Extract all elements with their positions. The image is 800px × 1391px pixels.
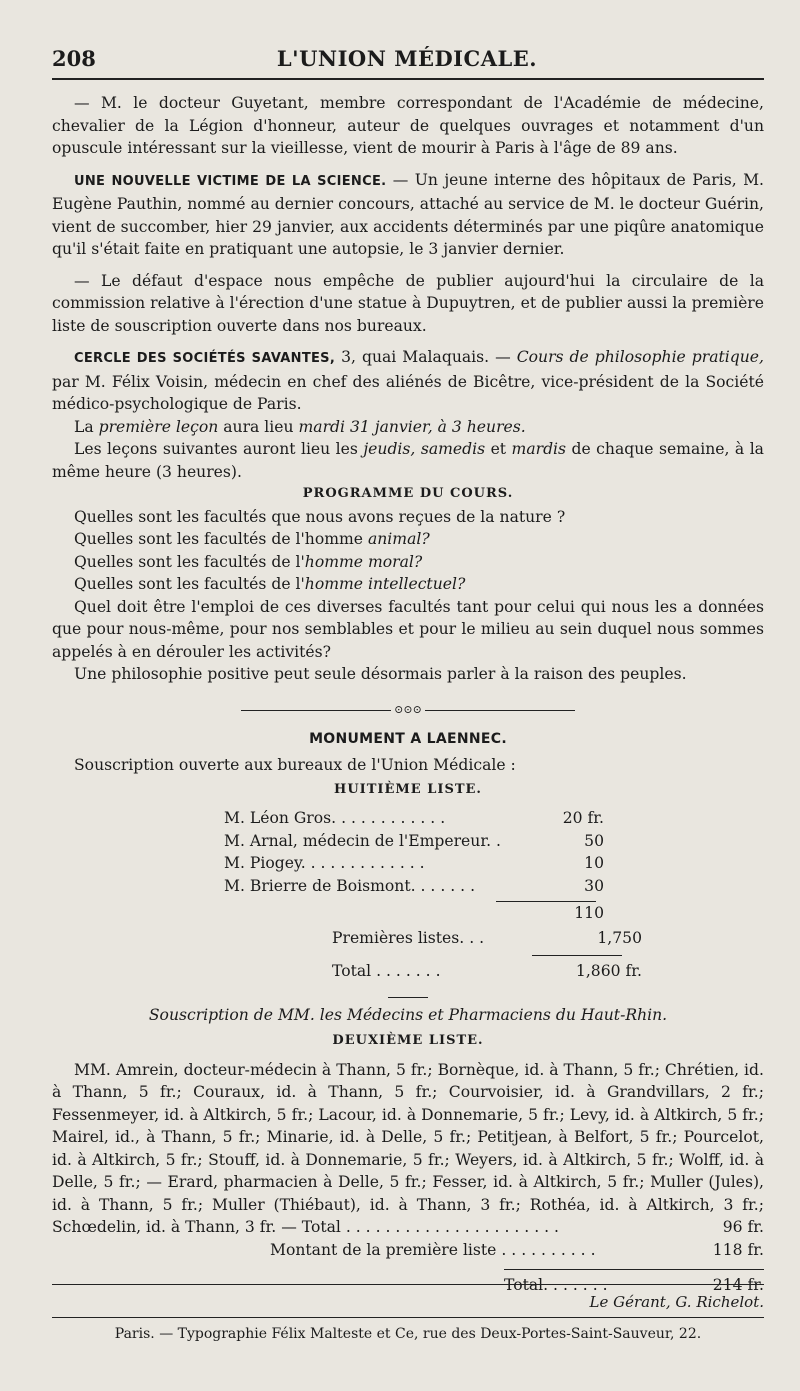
premieres-amount: 1,750 — [597, 928, 642, 947]
question-3 — [52, 551, 764, 574]
victim-paragraph — [52, 169, 764, 261]
entry-name: M. Léon Gros. . . . . . . . . . . . — [224, 809, 446, 827]
header-rule — [52, 78, 764, 80]
list-item — [224, 875, 604, 898]
imprint: Paris. — Typographie Félix Malteste et Ce, rue des Deux-Portes-Saint-Sauveur, 22. — [114, 1326, 702, 1342]
cercle-address: 3, quai Malaquais. — — [335, 348, 517, 366]
question-3-em: homme moral? — [304, 552, 423, 571]
subtotal-amount: 110 — [574, 904, 604, 922]
grand-total-amount: 214 fr. — [712, 1276, 764, 1294]
montant-amount: 118 fr. — [712, 1240, 764, 1259]
victim-heading: UNE NOUVELLE VICTIME DE LA SCIENCE. — [74, 173, 387, 189]
ornament-dots: ⊙⊙⊙ — [394, 703, 422, 717]
question-4-a: Quelles sont les facultés de l' — [74, 575, 305, 593]
question-6: Une philosophie positive peut seule désormais parler à la raison des peuples. — [74, 665, 687, 683]
first-lesson-b: aura lieu — [218, 417, 299, 436]
question-2 — [52, 528, 764, 551]
page-number: 208 — [52, 46, 96, 71]
subtotal-row — [224, 902, 604, 925]
total-rule — [532, 955, 622, 956]
question-3-a: Quelles sont les facultés de l' — [74, 552, 305, 571]
ornament-line-left — [241, 710, 391, 711]
dupuytren-paragraph: — Le défaut d'espace nous empêche de publier aujourd'hui la circulaire de la commission relative à l'érection d'une statue à Dupuytren, et de publier aussi la première liste de souscription ouverte dans nos bureaux. — [52, 271, 764, 335]
question-2-em: animal? — [367, 530, 430, 548]
haut-rhin-names: MM. Amrein, docteur-médecin à Thann, 5 fr.; Bornèque, id. à Thann, 5 fr.; Chrétien, id. à Thann, 5 fr.; Couraux, id. à Thann, 5 fr.; Courvoisier, id. à Grandvillars, 2 fr.; Fessenmeyer, id. à Altkirch, 5 fr.; Lacour, id. à Donnemarie, 5 fr.; Levy, id. à Altkirch, 5 fr.; Mairel, id., à Thann, 5 fr.; Minarie, id. à Delle, 5 fr.; Petitjean, à Belfort, 5 fr.; Pourcelot, id. à Altkirch, 5 fr.; Stouff, id. à Donnemarie, 5 fr.; Weyers, id. à Altkirch, 5 fr.; Wolff, id. à Delle, 5 fr.; — Erard, pharmacien à Delle, 5 fr.; Fesser, id. à Altkirch, 5 fr.; Muller (Jules), id. à Thann, 5 fr.; Muller (Thiébaut), id. à Thann, 3 fr.; Rothéa, id. à Altkirch, 3 fr.; Schœdelin, id. à Thann, 3 fr. — Total . . . . . . . . . . . . . . . . . . . . . . — [52, 1060, 764, 1236]
entry-amount: 20 fr. — [562, 809, 604, 827]
entry-name: M. Arnal, médecin de l'Empereur. . — [224, 831, 501, 850]
next-lessons-paragraph — [52, 438, 764, 483]
page-body — [52, 92, 764, 1297]
entry-amount: 50 — [584, 831, 604, 850]
premieres-label: Premières listes. . . — [332, 928, 485, 947]
obituary-paragraph: — M. le docteur Guyetant, membre correspondant de l'Académie de médecine, chevalier de la Légion d'honneur, auteur de quelques ouvrages et notamment d'un opuscule intéressant sur la vieillesse, vient de mourir à Paris à l'âge de 89 ans. — [52, 94, 764, 157]
journal-title: L'UNION MÉDICALE. — [276, 46, 538, 71]
haut-rhin-list-title: DEUXIÈME LISTE. — [332, 1033, 484, 1048]
entry-name: M. Brierre de Boismont. . . . . . . — [224, 876, 476, 895]
list-item — [224, 852, 604, 875]
haut-rhin-title: Souscription de MM. les Médecins et Pharmaciens du Haut-Rhin. — [148, 1005, 668, 1024]
cercle-text: par M. Félix Voisin, médecin en chef des aliénés de Bicêtre, vice-président de la Société médico-psychologique de Paris. — [52, 372, 764, 413]
next-lessons-mardis: mardis — [511, 440, 567, 458]
victim-text: — Un jeune interne des hôpitaux de Paris, M. Eugène Pauthin, nommé au dernier concours, attaché au service de M. le docteur Guérin, vient de succomber, hier 29 janvier, aux accidents déterminés par une piqûre anatomique qu'il s'était faite en pratiquant une autopsie, le 3 janvier dernier. — [52, 170, 764, 258]
monument-total-label: Total . . . . . . . — [332, 962, 441, 980]
first-lesson-date: mardi 31 janvier, à 3 heures. — [298, 417, 526, 436]
next-lessons-days: jeudis, samedis — [363, 440, 486, 458]
premieres-row — [332, 927, 642, 950]
footer-rule-top — [52, 1284, 764, 1285]
programme-title: PROGRAMME DU COURS. — [302, 486, 514, 501]
entry-amount: 30 — [584, 876, 604, 895]
cercle-heading: CERCLE DES SOCIÉTÉS SAVANTES, — [74, 351, 336, 366]
first-lesson-a: La — [74, 417, 99, 436]
first-lesson-paragraph — [52, 416, 764, 439]
section-ornament — [52, 704, 764, 718]
entry-name: M. Piogey. . . . . . . . . . . . . — [224, 854, 425, 872]
question-4 — [52, 573, 764, 596]
question-1: Quelles sont les facultés que nous avons reçues de la nature ? — [74, 507, 566, 526]
gerant-signature: Le Gérant, G. Richelot. — [589, 1293, 764, 1311]
haut-rhin-total: 96 fr. — [722, 1218, 764, 1236]
montant-row — [270, 1239, 764, 1262]
grand-total-label: Total. . . . . . . — [504, 1276, 608, 1294]
footer-rule-bottom — [52, 1317, 764, 1318]
monument-total-row — [332, 960, 642, 983]
monument-total-amount: 1,860 fr. — [575, 962, 642, 980]
ornament-line-right — [425, 710, 575, 711]
monument-list — [224, 807, 604, 897]
question-5: Quel doit être l'emploi de ces diverses facultés tant pour celui qui nous les a données que pour nous-même, pour nos semblables et pour le milieu au sein duquel nous sommes appelés à en dérouler les activités? — [52, 597, 764, 661]
monument-list-title: HUITIÈME LISTE. — [334, 781, 482, 797]
next-lessons-b: et — [485, 440, 512, 458]
question-2-a: Quelles sont les facultés de l'homme — [74, 530, 368, 548]
first-lesson-em: première leçon — [98, 417, 219, 436]
montant-label: Montant de la première liste . . . . . . . . . . — [270, 1240, 596, 1259]
question-4-em: homme intellectuel? — [304, 575, 466, 593]
haut-rhin-text — [52, 1059, 764, 1239]
monument-title: MONUMENT A LAENNEC. — [309, 730, 507, 747]
monument-subscription: Souscription ouverte aux bureaux de l'Union Médicale : — [74, 756, 516, 774]
next-lessons-a: Les leçons suivantes auront lieu les — [74, 440, 364, 458]
entry-amount: 10 — [584, 854, 604, 872]
list-item — [224, 830, 604, 853]
footer — [52, 1284, 764, 1342]
course-title: Cours de philosophie pratique, — [516, 348, 764, 366]
grand-total-rule — [504, 1269, 764, 1270]
page-header — [52, 42, 762, 78]
short-rule — [388, 997, 428, 998]
next-lessons-c: de chaque semaine, à la même heure (3 heures). — [52, 440, 764, 481]
list-item — [224, 807, 604, 830]
cercle-paragraph — [52, 346, 764, 416]
